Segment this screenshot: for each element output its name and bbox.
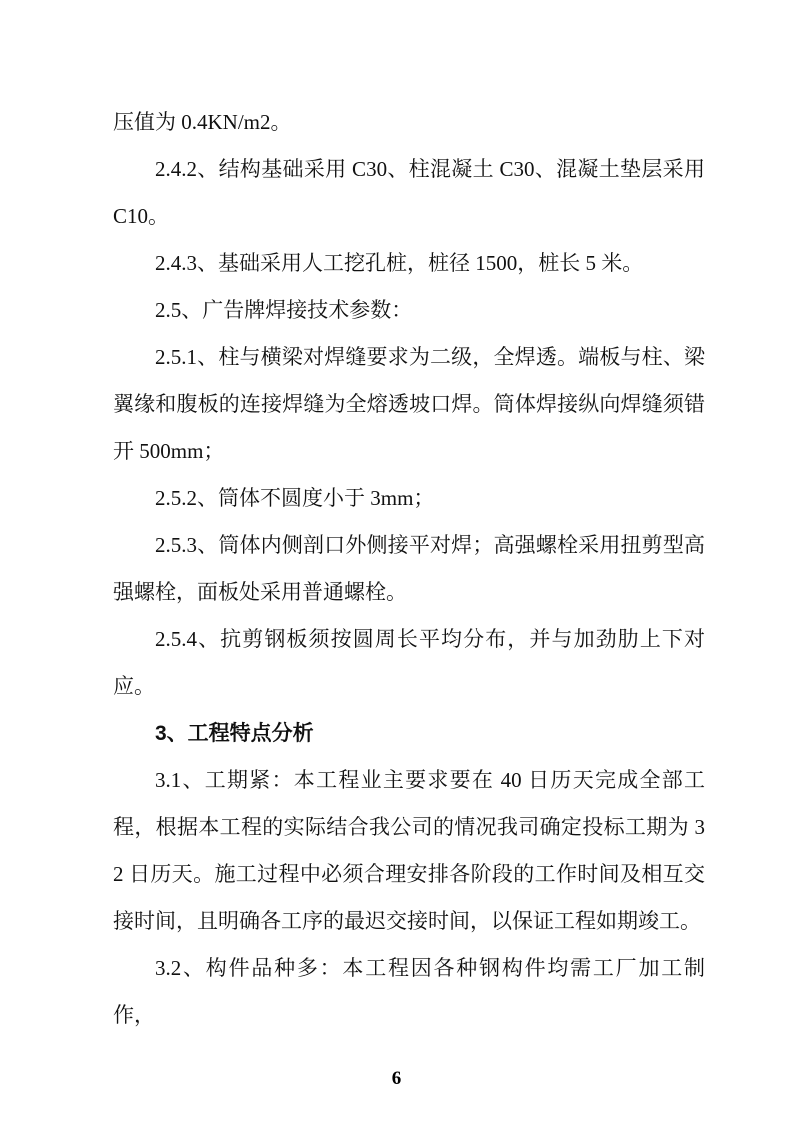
- paragraph: 2.5.2、筒体不圆度小于 3mm；: [155, 486, 435, 510]
- paragraph: 压值为 0.4KN/m2。: [113, 110, 292, 134]
- paragraph: 2.5.1、柱与横梁对焊缝要求为二级，全焊透。端板与柱、梁翼缘和腹板的连接焊缝为全熔透坡口焊。筒体焊接纵向焊缝须错开 500mm；: [113, 345, 705, 463]
- paragraph: 2.5.3、筒体内侧剖口外侧接平对焊；高强螺栓采用扭剪型高强螺栓，面板处采用普通螺栓。: [113, 533, 705, 604]
- paragraph: 2.5、广告牌焊接技术参数：: [155, 298, 413, 322]
- paragraph: 2.4.2、结构基础采用 C30、柱混凝土 C30、混凝土垫层采用 C10。: [113, 157, 705, 228]
- paragraph: 2.4.3、基础采用人工挖孔桩，桩径 1500，桩长 5 米。: [155, 251, 644, 275]
- paragraph: 2.5.4、抗剪钢板须按圆周长平均分布，并与加劲肋上下对应。: [113, 627, 705, 698]
- paragraph: 3.2、构件品种多：本工程因各种钢构件均需工厂加工制作，: [113, 956, 705, 1027]
- page-footer: [0, 1068, 793, 1090]
- section-heading: 3、工程特点分析: [155, 722, 314, 745]
- page-number: 6: [391, 1068, 402, 1089]
- paragraph: 3.1、工期紧：本工程业主要求要在 40 日历天完成全部工程，根据本工程的实际结合我公司的情况我司确定投标工期为 32 日历天。施工过程中必须合理安排各阶段的工作时间及相互交接时间，且明确各工序的最迟交接时间，以保证工程如期竣工。: [113, 768, 705, 933]
- document-body: [113, 99, 705, 1039]
